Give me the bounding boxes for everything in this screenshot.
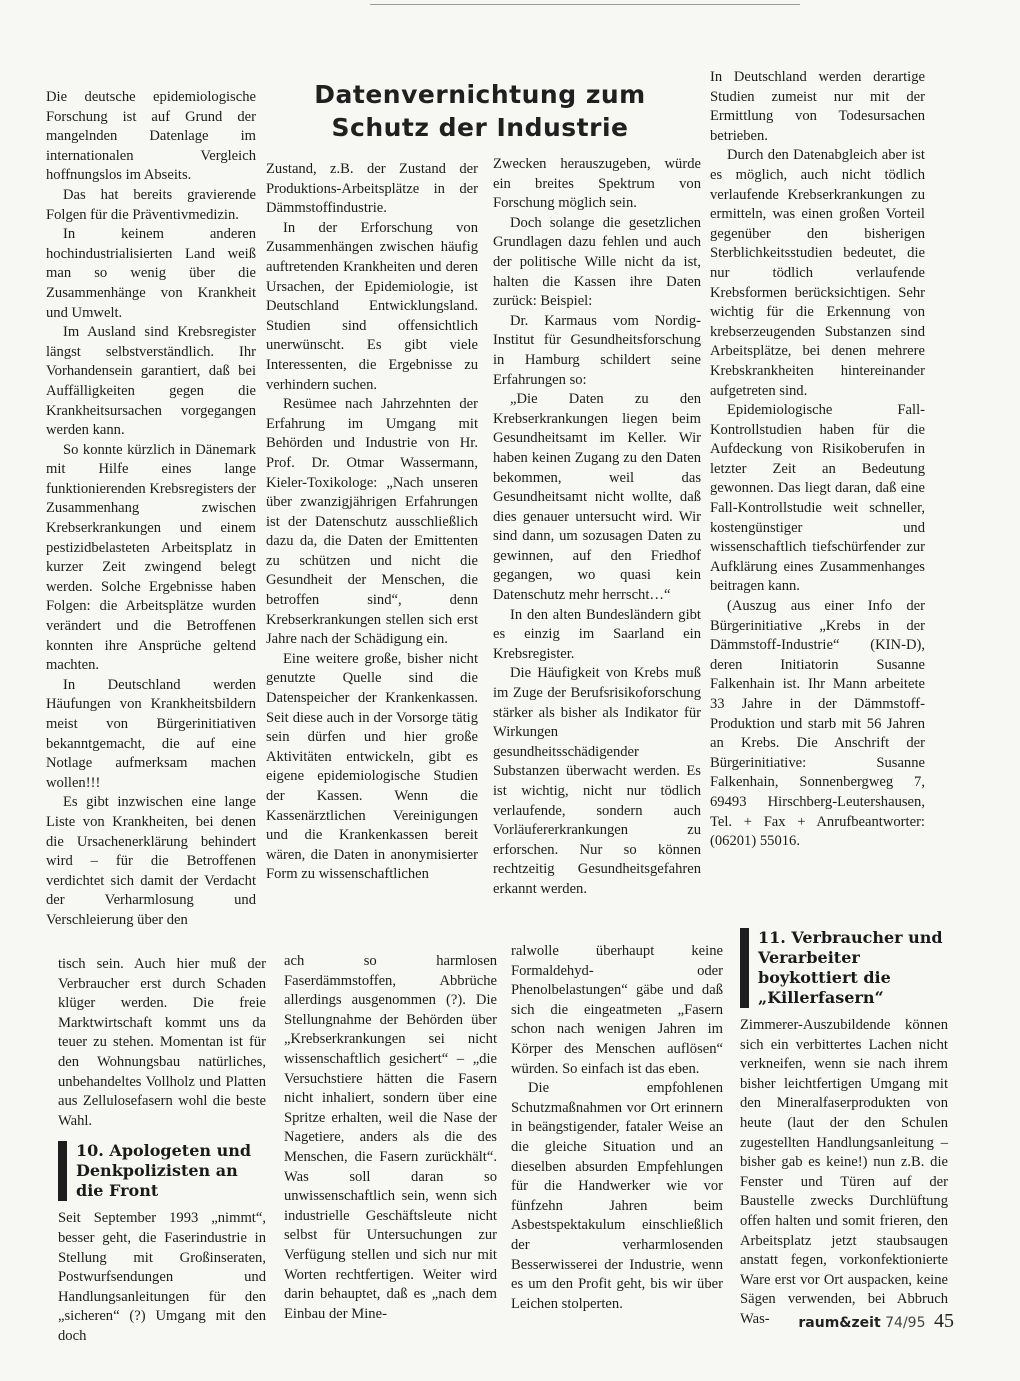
top-column-1 <box>46 88 256 931</box>
bottom-column-3 <box>511 942 723 1314</box>
paragraph: Doch solange die gesetzlichen Grundlagen dazu fehlen und auch der politische Wille nicht da ist, halten die Kassen ihre Daten zurück: Beispiel: <box>493 214 701 310</box>
top-column-3 <box>493 155 701 900</box>
top-column-4 <box>710 68 925 852</box>
paragraph: tisch sein. Auch hier muß der Verbraucher erst durch Schaden klüger werden. Die freie Marktwirtschaft kommt uns da teuer zu stehen. Momentan ist für den Wohnungsbau natürliches, unbehandeltes Vollholz und Platten aus Zellulosefasern wohl die beste Wahl. <box>58 956 266 1129</box>
paragraph: Eine weitere große, bisher nicht genutzte Quelle sind die Datenspeicher der Krankenkassen. Seit diese auch in der Vorsorge tätig sein dürfen und hier große Aktivitäten entwickeln, gibt es eigene epidemiologische Studien der Kassen. Wenn die Kassenärztlichen Vereinigungen und die Krankenkassen bereit wären, die Daten in anonymisierter Form zu wissenschaftlichen <box>266 650 478 883</box>
paragraph: In den alten Bundesländern gibt es einzig im Saarland ein Krebsregister. <box>493 606 701 662</box>
headline-line-2: Schutz der Industrie <box>331 113 629 142</box>
paragraph: Es gibt inzwischen eine lange Liste von Krankheiten, bei denen die Ursachenerklärung behindert wird – für die Betroffenen verdichtet sich damit der Verdacht der Verharmlosung und Verschleierung über den <box>46 794 256 928</box>
paragraph: Seit September 1993 „nimmt“, besser geht, die Faserindustrie in Stellung mit Großinseraten, Postwurfsendungen und Handlungsanleitungen für den „sicheren“ (?) Umgang mit den doch <box>58 1210 266 1344</box>
page-footer <box>798 1310 954 1333</box>
paragraph: Das hat bereits gravierende Folgen für die Präventivmedizin. <box>46 186 256 223</box>
top-column-2 <box>266 160 478 885</box>
paragraph: Zimmerer-Auszubildende können sich ein verbittertes Lachen nicht verkneifen, wenn sie nach ihrem bisher leichtfertigen Umgang mit den Mineralfaserprodukten von heute (laut der den Schulen zugestellten Handlungsanleitung – bisher gab es keine!) nun z.B. die Fenster und Türen auf der Baustelle zwecks Durchlüftung offen halten und somit frieren, den Arbeitsplatz jetzt staubsaugen anstatt fegen, vorkonfektionierte Ware erst vor Ort auspacken, keine Sägen verwenden, bei Abbruch Was- <box>740 1017 948 1327</box>
article-headline <box>290 78 670 144</box>
paragraph: Die deutsche epidemiologische Forschung ist auf Grund der mangelnden Datenlage im internationalen Vergleich hoffnungslos im Abseits. <box>46 89 256 184</box>
paragraph: Dr. Karmaus vom Nordig-Institut für Gesundheitsforschung in Hamburg schildert seine Erfahrungen so: <box>493 312 701 388</box>
bottom-column-2 <box>284 952 497 1324</box>
paragraph: So konnte kürzlich in Dänemark mit Hilfe eines lange funktionierenden Krebsregisters der Zusammenhang zwischen Krebserkrankungen und einem pestizidbelasteten Arbeitsplatz in kurzer Zeit zwingend belegt werden. Solche Ergebnisse haben Folgen: die Arbeitsplätze wurden verändert und die Betroffenen konnten ihre Ansprüche geltend machten. <box>46 441 256 674</box>
paragraph: Epidemiologische Fall-Kontrollstudien haben für die Aufdeckung von Risikoberufen in letzter Zeit an Bedeutung gewonnen. Das liegt daran, daß eine Fall-Kontrollstudie weit schneller, kostengünstiger und wissenschaftlich tiefschürfender zur Aufklärung eines Zusammenhanges beitragen kann. <box>710 402 925 595</box>
paragraph: (Auszug aus einer Info der Bürgerinitiative „Krebs in der Dämmstoff-Industrie“ (KIN-D), deren Initiatorin Susanne Falkenhain ist. Ihr Mann arbeitete 33 Jahre in der Dämmstoff-Produktion und starb mit 56 Jahren an Krebs. Die Anschrift der Bürgerinitiative: Susanne Falkenhain, Sonnenbergweg 7, 69493 Hirschberg-Leutershausen, Tel. + Fax + Anrufbeantworter: (06201) 55016. <box>710 598 925 850</box>
heading-bar <box>740 928 749 1008</box>
headline-line-1: Datenvernichtung zum <box>314 80 646 109</box>
paragraph: Durch den Datenabgleich aber ist es möglich, auch nicht tödlich verlaufende Krebserkrankungen zu ermitteln, was einen großen Vorteil gegenüber den bisherigen Sterblichkeitsstudien bedeutet, die nur tödlich verlaufende Krebsformen berücksichtigen. Sehr wichtig für die Erkennung von krebserzeugenden Substanzen sind Arbeitsplätze, bei denen mehrere Krebskrankheiten hintereinander aufgetreten sind. <box>710 147 925 399</box>
paragraph: Zwecken herauszugeben, würde ein breites Spektrum von Forschung möglich sein. <box>493 156 701 212</box>
paragraph: ralwolle überhaupt keine Formaldehyd- oder Phenolbelastungen“ gäbe und daß sich die eingeatmeten „Fasern schon nach wenigen Jahren im Körper des Menschen auflösen“ würden. So einfach ist das eben. <box>511 943 723 1077</box>
page-number: 45 <box>934 1310 954 1332</box>
paragraph: In Deutschland werden Häufungen von Krankheitsbildern meist von Bürgerinitiativen bekanntgemacht, die auf eine Notlage aufmerksam machen wollen!!! <box>46 676 256 791</box>
paragraph: ach so harmlosen Faserdämmstoffen, Abbrüche allerdings ausgenommen (?). Die Stellungnahme der Behörden über „Krebserkrankungen sei nicht wissenschaftlich gesichert“ – „die Versuchstiere hätten die Fasern nicht inhaliert, sondern über eine Spritze erhalten, weil die Nase der Nagetiere, anders als die des Menschen, die Fasern zurückhält“. Was soll daran so unwissenschaftlich sein, wenn sich industrielle Geschäftsleute nicht selbst für Untersuchungen zur Verfügung stellen und sich nur mit Worten rechtfertigen. Weiter wird darin behauptet, daß es „nach dem Einbau der Mine- <box>284 953 497 1322</box>
paragraph: Zustand, z.B. der Zustand der Produktions-Arbeitsplätze in der Dämmstoffindustrie. <box>266 161 478 217</box>
magazine-brand: raum&zeit <box>798 1315 881 1331</box>
bottom-column-4 <box>740 928 948 1330</box>
section-11-heading-text: 11. Verbraucher und Verarbeiter boykottiert die „Killerfasern“ <box>758 928 943 1007</box>
paragraph: Im Ausland sind Krebsregister längst selbstverständlich. Ihr Vorhandensein garantiert, daß bei Auffälligkeiten gegen die Krankheitsursachen vorgegangen werden kann. <box>46 324 256 439</box>
top-rule <box>370 4 800 5</box>
paragraph: In keinem anderen hochindustrialisierten Land weiß man so wenig über die Zusammenhänge von Krankheit und Umwelt. <box>46 226 256 321</box>
paragraph: Resümee nach Jahrzehnten der Erfahrung im Umgang mit Behörden und Industrie von Hr. Prof. Dr. Otmar Wassermann, Kieler-Toxikologe: „Nach unseren über zwanzigjährigen Erfahrungen ist der Datenschutz ausschließlich dazu da, die Daten der Emittenten zu schützen und nicht die Gesundheit der Menschen, die betroffen sind“, denn Krebserkrankungen stellen sich erst Jahre nach der Schädigung ein. <box>266 396 478 648</box>
paragraph: In der Erforschung von Zusammenhängen zwischen häufig auftretenden Krankheiten und deren Ursachen, der Epidemiologie, ist Deutschland Entwicklungsland. Studien sind offensichtlich unerwünscht. Es gibt viele Interessenten, die Ergebnisse zu verhindern suchen. <box>266 219 478 393</box>
section-11-heading <box>740 928 948 1008</box>
bottom-column-1 <box>58 955 266 1347</box>
section-10-heading <box>58 1141 266 1201</box>
paragraph: Die empfohlenen Schutzmaßnahmen vor Ort erinnern in beängstigender, fataler Weise an die gleiche Situation und an dieselben absurden Empfehlungen für die Handwerker wie vor fünfzehn Jahren beim Asbestspektakulum einschließlich der verharmlosenden Besserwisserei der Industrie, wenn es um den Profit geht, bis wir über Leichen stolperten. <box>511 1080 723 1312</box>
section-10-heading-text: 10. Apologeten und Denkpolizisten an die Front <box>76 1141 252 1201</box>
paragraph: Die Häufigkeit von Krebs muß im Zuge der Berufsrisikoforschung stärker als bisher als Indikator für Wirkungen gesundheitsschädigender Substanzen überwacht werden. Es ist wichtig, nicht nur tödlich verlaufende, sondern auch Vorläufererkrankungen zu erforschen. Nur so können rechtzeitig Gesundheitsgefahren erkannt werden. <box>493 665 701 897</box>
heading-bar <box>58 1141 67 1201</box>
paragraph: In Deutschland werden derartige Studien zumeist nur mit der Ermittlung von Todesursachen betrieben. <box>710 69 925 144</box>
issue-number: 74/95 <box>885 1315 926 1331</box>
paragraph: „Die Daten zu den Krebserkrankungen liegen beim Gesundheitsamt im Keller. Wir haben keinen Zugang zu den Daten bekommen, weil das Gesundheitsamt nicht wollte, daß dies genauer untersucht wird. Wir sind dann, um sozusagen Daten zu gewinnen, auf den Friedhof gegangen, wo quasi kein Datenschutz mehr herrscht…“ <box>493 391 701 604</box>
